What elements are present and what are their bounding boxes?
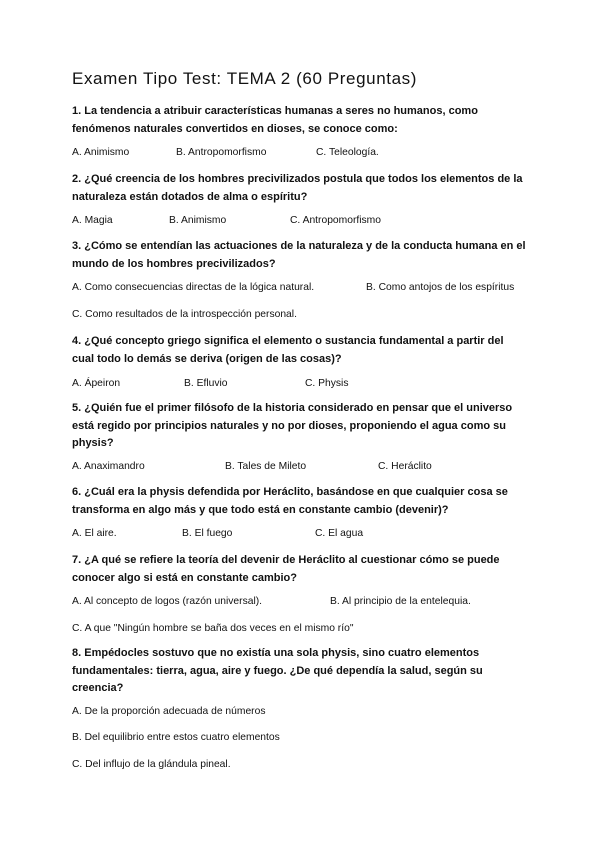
question-8-option-b: B. Del equilibrio entre estos cuatro elementos (72, 732, 280, 743)
question-1-option-a: A. Animismo (72, 147, 130, 158)
question-1-option-c: C. Teleología. (316, 147, 379, 158)
question-2-option-a: A. Magia (72, 215, 113, 226)
question-8-option-c: C. Del influjo de la glándula pineal. (72, 759, 231, 770)
question-5-option-a: A. Anaximandro (72, 461, 145, 472)
question-3-option-c: C. Como resultados de la introspección personal. (72, 309, 297, 320)
question-3-option-b: B. Como antojos de los espíritus (366, 282, 515, 293)
question-8: 8. Empédocles sostuvo que no existía una sola physis, sino cuatro elementos fundamentales: tierra, agua, aire y fuego. ¿De qué dependía la salud, según su creencia? (72, 647, 483, 694)
question-6-option-c: C. El agua (315, 528, 364, 539)
question-5-option-b: B. Tales de Mileto (225, 461, 307, 472)
question-6: 6. ¿Cuál era la physis defendida por Heráclito, basándose en que cualquier cosa se transforma en algo más y que todo está en constante cambio (devenir)? (72, 486, 508, 516)
question-2-option-b: B. Animismo (169, 215, 227, 226)
question-1: 1. La tendencia a atribuir características humanas a seres no humanos, como fenómenos naturales convertidos en dioses, se conoce como: (72, 105, 478, 135)
exam-title: Examen Tipo Test: TEMA 2 (60 Preguntas) (72, 69, 417, 88)
question-7-option-a: A. Al concepto de logos (razón universal). (72, 596, 263, 607)
question-6-option-a: A. El aire. (72, 528, 117, 539)
question-1-option-b: B. Antropomorfismo (176, 147, 267, 158)
question-3-option-a: A. Como consecuencias directas de la lógica natural. (72, 282, 315, 293)
question-4: 4. ¿Qué concepto griego significa el elemento o sustancia fundamental a partir del cual todo lo demás se deriva (origen de las cosas)? (72, 335, 504, 365)
question-7: 7. ¿A qué se refiere la teoría del devenir de Heráclito al cuestionar cómo se puede conocer algo si está en constante cambio? (72, 554, 500, 584)
question-6-option-b: B. El fuego (182, 528, 233, 539)
question-5-option-c: C. Heráclito (378, 461, 432, 472)
question-7-option-b: B. Al principio de la entelequia. (330, 596, 471, 607)
question-4-option-b: B. Efluvio (184, 378, 228, 389)
question-2: 2. ¿Qué creencia de los hombres precivilizados postula que todos los elementos de la naturaleza están dotados de alma o espíritu? (72, 173, 523, 203)
question-8-option-a: A. De la proporción adecuada de números (72, 706, 266, 717)
question-4-option-a: A. Ápeiron (72, 378, 121, 389)
question-7-option-c: C. A que "Ningún hombre se baña dos veces en el mismo río" (72, 623, 354, 634)
question-4-option-c: C. Physis (305, 378, 349, 389)
question-5: 5. ¿Quién fue el primer filósofo de la historia considerado en pensar que el universo está regido por principios naturales y no por dioses, proponiendo el agua como su physis? (72, 402, 513, 449)
question-2-option-c: C. Antropomorfismo (290, 215, 381, 226)
question-3: 3. ¿Cómo se entendían las actuaciones de la naturaleza y de la conducta humana en el mundo de los hombres precivilizados? (72, 240, 526, 270)
